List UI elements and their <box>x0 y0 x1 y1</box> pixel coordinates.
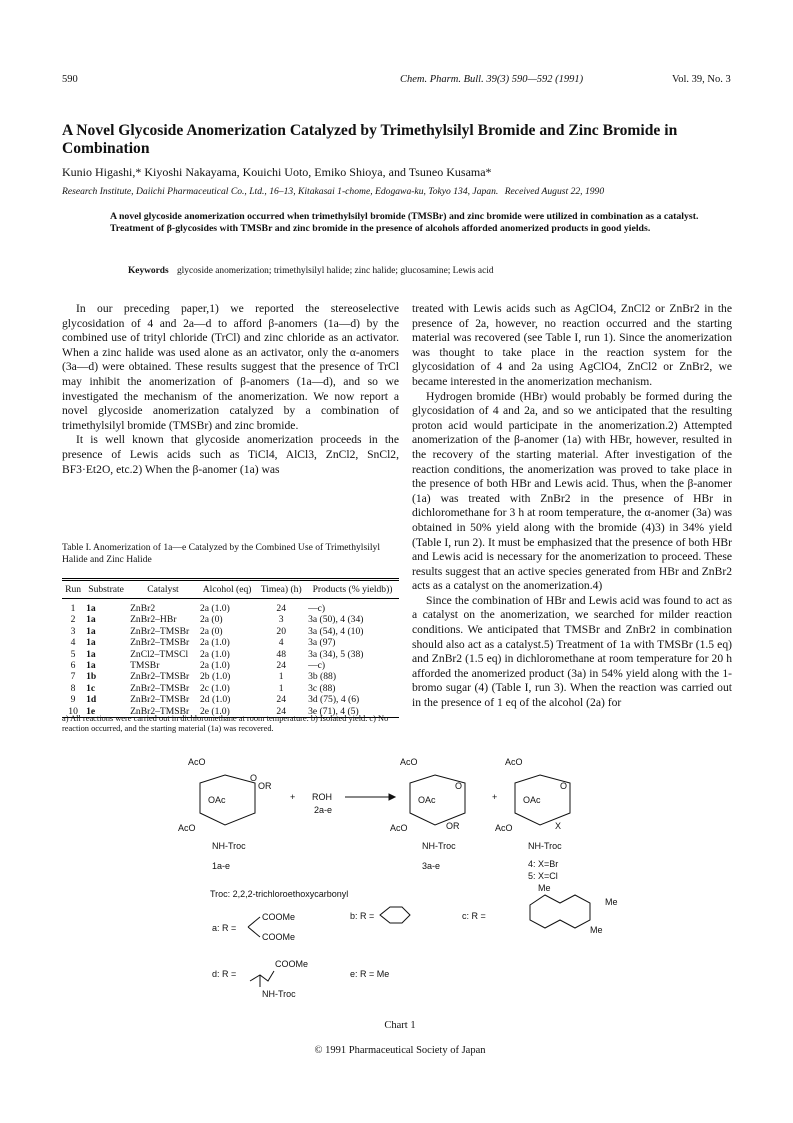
copyright-notice: © 1991 Pharmaceutical Society of Japan <box>314 1045 486 1056</box>
table-cell: 2b (1.0) <box>199 671 231 683</box>
col-header: Alcohol (eq) <box>198 580 256 599</box>
body-column-right <box>412 302 732 711</box>
svg-text:a: R =: a: R = <box>212 923 237 933</box>
table-cell: 1b <box>86 671 97 683</box>
col-header: Substrate <box>84 580 128 599</box>
svg-text:OAc: OAc <box>418 795 436 805</box>
svg-text:OR: OR <box>258 781 272 791</box>
table-cell: TMSBr <box>130 660 160 672</box>
col-header: Timea) (h) <box>256 580 306 599</box>
table-row <box>62 683 399 694</box>
table-cell: 3 <box>70 625 76 637</box>
article-title: A Novel Glycoside Anomerization Catalyzed by Trimethylsilyl Bromide and Zinc Bromide in Combination <box>62 122 678 157</box>
svg-text:Troc: 2,2,2-trichloroethoxycar: Troc: 2,2,2-trichloroethoxycarbonyl <box>210 889 349 899</box>
table-cell: 1d <box>86 694 97 706</box>
svg-text:4: X=Br: 4: X=Br <box>528 859 559 869</box>
table-cell: 3d (75), 4 (6) <box>308 694 360 706</box>
table-cell: 3c (88) <box>308 682 336 694</box>
svg-text:COOMe: COOMe <box>262 912 296 922</box>
svg-text:OAc: OAc <box>523 795 541 805</box>
table-cell: 3a (97) <box>308 637 336 649</box>
affiliation-text: Research Institute, Daiichi Pharmaceutical Co., Ltd., 16–13, Kitakasai 1-chome, Edogawa-ku, Tokyo 134, Japan. <box>62 186 499 197</box>
table-cell: ZnBr2–HBr <box>130 614 177 626</box>
label: AcO <box>188 757 206 767</box>
svg-text:ROH: ROH <box>312 792 332 802</box>
table-cell: ZnCl2–TMSCl <box>130 648 189 660</box>
table-cell: 24 <box>276 603 286 614</box>
col-header: Products (% yieldb)) <box>306 580 399 599</box>
paragraph: Since the combination of HBr and Lewis acid was found to act as a catalyst on the anomerization, we searched for milder reaction conditions. We anticipated that TMSBr and ZnBr2 in combination should also act as a catalyst.5) Treatment of 1a with TMSBr (1.5 eq) and ZnBr2 (1.5 eq) in dichloromethane at room temperature for 20 h afforded the anomerized product (3a) in 54% yield along with the 1-bromo sugar (4) (Table I, run 3). When the reaction was carried out in the presence of 1 eq of the alcohol (2a) for <box>412 593 732 710</box>
table-cell: 24 <box>276 694 286 706</box>
table-cell: —c) <box>308 660 326 672</box>
svg-text:AcO: AcO <box>390 823 408 833</box>
table-footnote: a) All reactions were carried out in dichloromethane at room temperature. b) Isolated yield. c) No reaction occurred, and the starting material (1a) was recovered. <box>62 714 389 733</box>
table-row <box>62 694 399 705</box>
abstract: A novel glycoside anomerization occurred when trimethylsilyl bromide (TMSBr) and zinc bromide were utilized in combination as a catalyst. Treatment of β-glycosides with TMSBr and zinc bromide in the presence of alcohols afforded anomerized products in good yields. <box>110 211 699 235</box>
table-cell: 4 <box>278 637 284 649</box>
svg-text:Me: Me <box>590 925 603 935</box>
svg-text:COOMe: COOMe <box>262 932 296 942</box>
table-cell: 1 <box>70 603 76 614</box>
table-cell: 20 <box>276 625 286 637</box>
col-header: Catalyst <box>128 580 198 599</box>
journal-citation: Chem. Pharm. Bull. 39(3) 590—592 (1991) <box>400 74 584 85</box>
table-cell: 1a <box>86 603 96 614</box>
svg-text:AcO: AcO <box>495 823 513 833</box>
paragraph: In our preceding paper,1) we reported the stereoselective glycosidation of 4 and 2a—d to afford β-anomers (1a—d) by the combined use of trityl chloride (TrCl) and zinc chloride as an activator. When a zinc halide was used alone as an activator, only the α-anomers (3a—d) were obtained. These results suggest that the presence of TrCl may inhibit the anomerization of β-anomers (1a—d), and so we investigated the mechanism of the anomerization. We now report a novel glycoside anomerization catalyzed by a combination of trimethylsilyl bromide (TMSBr) and zinc bromide. <box>62 302 399 432</box>
svg-text:NH-Troc: NH-Troc <box>528 841 562 851</box>
table-cell: 6 <box>70 660 76 672</box>
svg-text:COOMe: COOMe <box>275 959 309 969</box>
svg-text:2a-e: 2a-e <box>314 805 333 815</box>
table-cell: 1a <box>86 648 96 660</box>
table-cell: 9 <box>70 694 76 706</box>
svg-text:O: O <box>250 773 258 783</box>
table-cell: 48 <box>276 648 286 660</box>
table-cell: 2c (1.0) <box>199 682 230 694</box>
svg-text:c: R =: c: R = <box>462 911 486 921</box>
table-cell: 1a <box>86 614 96 626</box>
table-cell: 8 <box>70 682 76 694</box>
affiliation <box>62 186 762 197</box>
table-cell: 1a <box>86 625 96 637</box>
svg-text:1a-e: 1a-e <box>212 861 231 871</box>
table-cell: 2e (1.0) <box>199 705 230 717</box>
table-cell: 1a <box>86 660 96 672</box>
table-cell: 3a (34), 5 (38) <box>308 648 364 660</box>
table-cell: 3e (71), 4 (5) <box>308 705 359 717</box>
svg-text:O: O <box>560 781 568 791</box>
table-cell: 1c <box>86 682 96 694</box>
table-cell: ZnBr2–TMSBr <box>130 682 190 694</box>
paragraph: It is well known that glycoside anomerization proceeds in the presence of Lewis acids such as TiCl4, AlCl3, ZnCl2, SnCl2, BF3·Et2O, etc.2) When the β-anomer (1a) was <box>62 433 399 476</box>
chart-1-scheme <box>150 745 650 1015</box>
svg-text:NH-Troc: NH-Troc <box>212 841 246 851</box>
svg-text:b: R =: b: R = <box>350 911 375 921</box>
cyclohexyl-ring <box>380 907 410 923</box>
table-cell: 2a (1.0) <box>199 648 230 660</box>
table-cell: ZnBr2–TMSBr <box>130 671 190 683</box>
svg-text:O: O <box>455 781 463 791</box>
cholesteryl-skeleton <box>530 895 590 928</box>
table-cell: ZnBr2–TMSBr <box>130 637 190 649</box>
svg-text:OR: OR <box>446 821 460 831</box>
table-cell: 2d (1.0) <box>199 694 231 706</box>
table-cell: 7 <box>70 671 76 683</box>
table-row <box>62 649 399 660</box>
table-header-row <box>62 580 399 599</box>
table-cell: 3a (50), 4 (34) <box>308 614 364 626</box>
table-cell: 2a (1.0) <box>199 637 230 649</box>
table-cell: 2 <box>70 614 76 626</box>
keywords-line <box>128 266 728 276</box>
table-cell: 2a (0) <box>199 614 223 626</box>
table-cell: 1a <box>86 637 96 649</box>
svg-text:X: X <box>555 821 562 831</box>
table-cell: —c) <box>308 603 326 614</box>
results-table <box>62 578 399 718</box>
page-number: 590 <box>62 74 78 85</box>
table-cell: ZnBr2 <box>130 603 156 614</box>
body-column-left <box>62 302 399 477</box>
table-cell: 3b (88) <box>308 671 337 683</box>
table-cell: 2a (1.0) <box>199 660 230 672</box>
svg-text:Me: Me <box>538 883 551 893</box>
table-row <box>62 637 399 648</box>
table-cell: 10 <box>68 705 78 717</box>
table-row <box>62 660 399 671</box>
volume-info: Vol. 39, No. 3 <box>672 74 731 85</box>
table-caption: Table I. Anomerization of 1a—e Catalyzed by the Combined Use of Trimethylsilyl Halide and Zinc Halide <box>62 542 380 565</box>
table-cell: 24 <box>276 705 286 717</box>
svg-text:AcO: AcO <box>505 757 523 767</box>
paragraph: treated with Lewis acids such as AgClO4, ZnCl2 or ZnBr2 in the presence of 2a, however, no reaction occurred and the starting material was recovered (see Table I, run 1). Since the anomerization was thought to take place in the reaction system for the glycosidation of 4 and 2a using AgClO4, ZnCl2 or ZnBr2, we became interested in the anomerization mechanism. <box>412 302 732 388</box>
svg-text:3a-e: 3a-e <box>422 861 441 871</box>
table-cell: 3a (54), 4 (10) <box>308 625 364 637</box>
svg-text:5: X=Cl: 5: X=Cl <box>528 871 558 881</box>
svg-text:Me: Me <box>605 897 618 907</box>
col-header: Run <box>62 580 84 599</box>
svg-text:e: R = Me: e: R = Me <box>350 969 390 979</box>
svg-text:+: + <box>492 792 498 802</box>
keywords-text: glycoside anomerization; trimethylsilyl halide; zinc halide; glucosamine; Lewis acid <box>176 266 494 276</box>
table-cell: 1e <box>86 705 96 717</box>
table-row <box>62 671 399 682</box>
chart-caption: Chart 1 <box>384 1020 416 1031</box>
table-cell: 5 <box>70 648 76 660</box>
svg-text:AcO: AcO <box>400 757 418 767</box>
table-cell: ZnBr2–TMSBr <box>130 694 190 706</box>
svg-text:NH-Troc: NH-Troc <box>422 841 456 851</box>
paragraph: Hydrogen bromide (HBr) would probably be formed during the glycosidation of 4 and 2a, and so we anticipated that the resulting proton acid would participate in the anomerization.2) Attempted anomerization of the β-anomer (1a) with HBr, however, resulted in the recovery of the starting material. After investigation of the reaction conditions, the anomerization was proved to take place in the presence of both HBr and Lewis acid. Thus, when the β-anomer (1a) was treated with ZnBr2 in the presence of HBr in dichloromethane for 3 h at room temperature, the α-anomer (3a) was obtained in 50% yield along with the bromide (4)3) in 34% yield (Table I, run 2). It must be emphasized that the presence of both HBr and Lewis acid is necessary for the anomerization to proceed. These results suggest that an active species generated from HBr and ZnBr2 acts as a catalyst on the anomerization.4) <box>412 389 732 593</box>
table-cell: 1 <box>278 671 284 683</box>
svg-text:AcO: AcO <box>178 823 196 833</box>
table-cell: 3 <box>278 614 284 626</box>
received-date: Received August 22, 1990 <box>504 186 605 197</box>
table-body <box>62 599 399 718</box>
svg-text:OAc: OAc <box>208 795 226 805</box>
table-cell: ZnBr2–TMSBr <box>130 625 190 637</box>
table-cell: 24 <box>276 660 286 672</box>
table-row <box>62 626 399 637</box>
table-cell: 1 <box>278 682 284 694</box>
table-cell: 4 <box>70 637 76 649</box>
svg-text:d: R =: d: R = <box>212 969 237 979</box>
table-row <box>62 599 399 615</box>
table-cell: 2a (1.0) <box>199 603 230 614</box>
table-cell: ZnBr2–TMSBr <box>130 705 190 717</box>
table-cell: 2a (0) <box>199 625 223 637</box>
authors: Kunio Higashi,* Kiyoshi Nakayama, Kouichi Uoto, Emiko Shioya, and Tsuneo Kusama* <box>62 165 492 179</box>
svg-text:+: + <box>290 792 296 802</box>
keywords-label: Keywords <box>128 266 169 276</box>
svg-text:NH-Troc: NH-Troc <box>262 989 296 999</box>
table-row <box>62 614 399 625</box>
